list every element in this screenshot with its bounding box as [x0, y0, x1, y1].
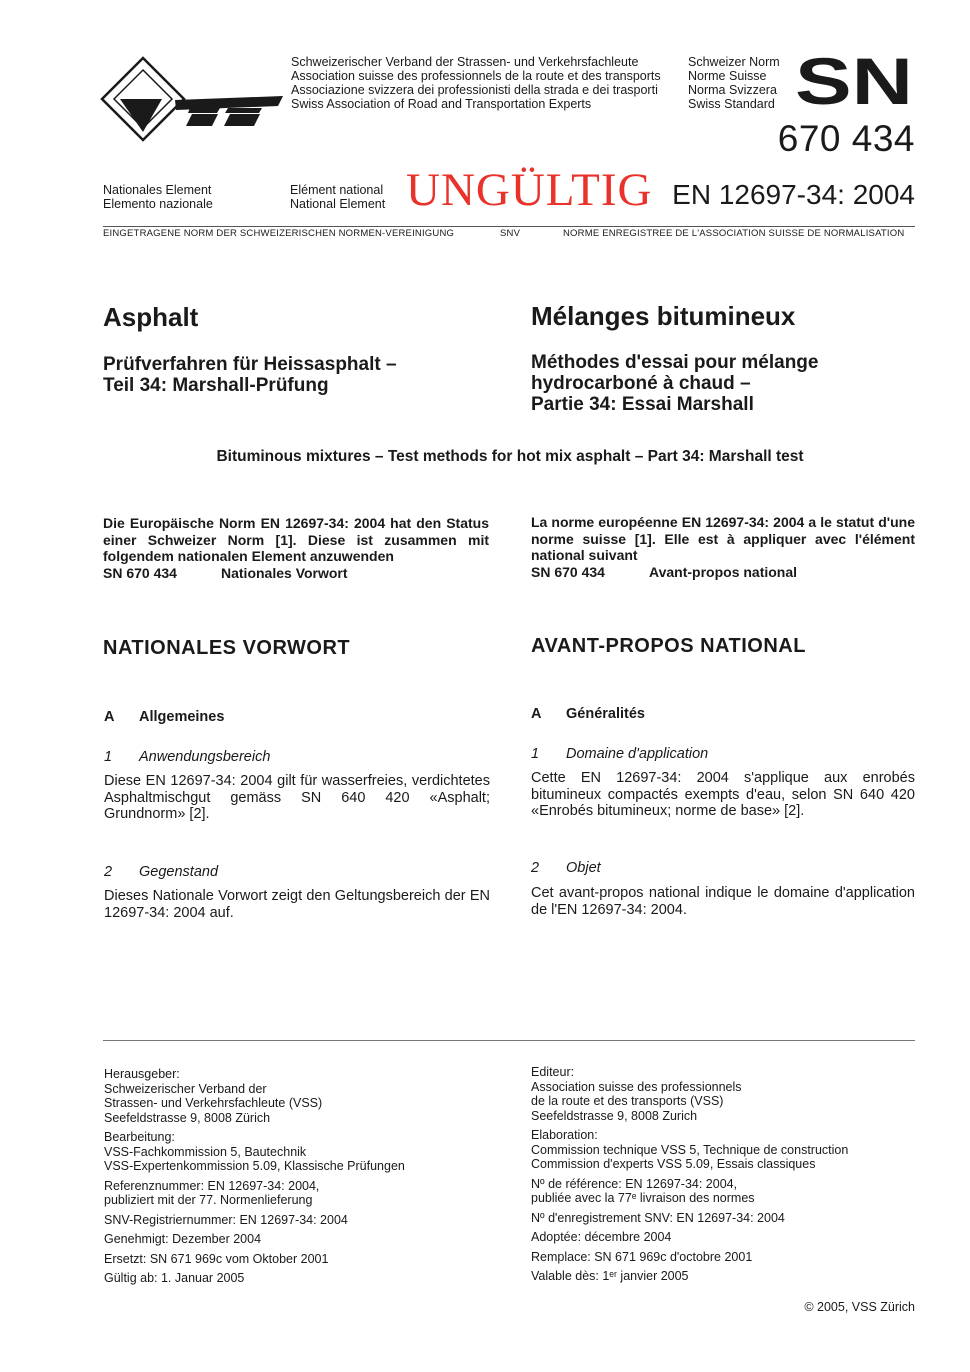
- subtitle-fr: [531, 352, 818, 415]
- subsection-letter: A: [104, 709, 115, 725]
- clause-title: Domaine d'application: [566, 746, 709, 762]
- national-element-left: [103, 183, 213, 211]
- editor-line: de la route et des transports (VSS): [531, 1094, 724, 1108]
- intro-de-text: Die Europäische Norm EN 12697-34: 2004 hat den Status einer Schweizer Norm [1]. Diese ist zusammen mit folgendem nationalen Element anzuwenden: [103, 515, 489, 564]
- reference-line: Nº de référence: EN 12697-34: 2004,: [531, 1176, 738, 1191]
- intro-fr-reference: [531, 564, 915, 581]
- subsection-a-de: [104, 709, 224, 725]
- sn-logo: [795, 52, 915, 110]
- subsection-letter: A: [531, 706, 542, 722]
- editor-line: Seefeldstrasse 9, 8008 Zürich: [104, 1110, 271, 1125]
- clause-title: Objet: [566, 860, 601, 876]
- subsection-title: Généralités: [566, 706, 645, 722]
- registration-fr: NORME ENREGISTREE DE L'ASSOCIATION SUISSE DE NORMALISATION: [563, 228, 905, 239]
- reference-line: publiziert mit der 77. Normenlieferung: [104, 1193, 313, 1207]
- clause-2-text-de: Dieses Nationale Vorwort zeigt den Geltungsbereich der EN 12697-34: 2004 auf.: [104, 888, 490, 921]
- approved-date: Adoptée: décembre 2004: [531, 1230, 672, 1244]
- replaces: Remplace: SN 671 969c d'octobre 2001: [531, 1249, 753, 1264]
- subtitle-de-line: Teil 34: Marshall-Prüfung: [103, 375, 329, 396]
- standard-type-en: Swiss Standard: [688, 97, 775, 111]
- valid-from: Valable dès: 1ᵉʳ janvier 2005: [531, 1269, 689, 1283]
- clause-2-heading-de: [104, 864, 218, 880]
- clause-1-text-fr: Cette EN 12697-34: 2004 s'applique aux enrobés bitumineux compactés exempts d'eau, selon SN 640 420 «Enrobés bitumineux; norme de base» [2].: [531, 770, 915, 819]
- element-de: Nationales Element: [103, 183, 212, 197]
- national-element-mid: [290, 183, 385, 211]
- clause-2-heading-fr: [531, 860, 601, 876]
- intro-fr: [531, 514, 915, 580]
- editor-line: Schweizerischer Verband der: [104, 1081, 267, 1096]
- intro-fr-ref-number: SN 670 434: [531, 563, 605, 580]
- processing-label: Bearbeitung:: [104, 1130, 175, 1144]
- en-code: EN 12697-34: 2004: [672, 179, 915, 210]
- clause-number: 2: [104, 864, 113, 880]
- intro-de-reference: [103, 565, 489, 582]
- association-it: Associazione svizzera dei professionisti della strada e dei trasporti: [291, 83, 658, 97]
- clause-number: 1: [531, 746, 540, 762]
- association-de: Schweizerischer Verband der Strassen- und Verkehrsfachleute: [291, 55, 639, 69]
- processing-line: Commission d'experts VSS 5.09, Essais classiques: [531, 1157, 816, 1171]
- intro-de-ref-label: Nationales Vorwort: [221, 564, 348, 581]
- replaces: Ersetzt: SN 671 969c vom Oktober 2001: [104, 1251, 329, 1266]
- editor-line: Association suisse des professionnels: [531, 1079, 742, 1094]
- title-de: Asphalt: [103, 302, 199, 332]
- subtitle-fr-line: Méthodes d'essai pour mélange: [531, 352, 819, 373]
- clause-1-heading-fr: [531, 746, 708, 762]
- intro-de-ref-number: SN 670 434: [103, 564, 177, 581]
- processing-line: VSS-Expertenkommission 5.09, Klassische Prüfungen: [104, 1159, 405, 1173]
- association-fr: Association suisse des professionnels de la route et des transports: [291, 69, 661, 83]
- clause-title: Gegenstand: [139, 864, 219, 880]
- section-heading-de: NATIONALES VORWORT: [103, 637, 351, 659]
- subsection-a-fr: [531, 706, 645, 722]
- element-it: Elemento nazionale: [103, 197, 213, 211]
- subtitle-fr-line: Partie 34: Essai Marshall: [531, 394, 754, 415]
- footer-de: [104, 1067, 494, 1286]
- subsection-title: Allgemeines: [139, 709, 225, 725]
- subtitle-fr-line: hydrocarboné à chaud –: [531, 373, 751, 394]
- sn-number: 670 434: [777, 118, 915, 159]
- element-fr: Elément national: [290, 183, 384, 197]
- editor-line: Seefeldstrasse 9, 8008 Zurich: [531, 1108, 698, 1123]
- intro-de: [103, 515, 489, 581]
- registration-number: Nº d'enregistrement SNV: EN 12697-34: 2004: [531, 1210, 785, 1225]
- approved-date: Genehmigt: Dezember 2004: [104, 1232, 262, 1246]
- standard-type-de: Schweizer Norm: [688, 55, 780, 69]
- association-en: Swiss Association of Road and Transportation Experts: [291, 97, 592, 111]
- footer-fr: [531, 1065, 921, 1284]
- reference-line: Referenznummer: EN 12697-34: 2004,: [104, 1178, 320, 1193]
- subtitle-de-line: Prüfverfahren für Heissasphalt –: [103, 354, 397, 375]
- editor-line: Strassen- und Verkehrsfachleute (VSS): [104, 1096, 323, 1110]
- title-en: Bituminous mixtures – Test methods for hot mix asphalt – Part 34: Marshall test: [216, 448, 804, 465]
- element-en: National Element: [290, 197, 386, 211]
- intro-fr-ref-label: Avant-propos national: [649, 563, 798, 580]
- registration-snv: SNV: [500, 228, 521, 239]
- processing-label: Elaboration:: [531, 1128, 598, 1142]
- title-fr: Mélanges bitumineux: [531, 301, 796, 331]
- registration-de: EINGETRAGENE NORM DER SCHWEIZERISCHEN NORMEN-VEREINIGUNG: [103, 228, 455, 239]
- clause-number: 2: [531, 860, 540, 876]
- footer-divider: [103, 1040, 915, 1041]
- valid-from: Gültig ab: 1. Januar 2005: [104, 1271, 245, 1285]
- clause-1-heading-de: [104, 749, 270, 765]
- invalid-stamp: UNGÜLTIG: [406, 164, 653, 216]
- clause-1-text-de: Diese EN 12697-34: 2004 gilt für wasserfreies, verdichtetes Asphaltmischgut gemäss SN 640 420 «Asphalt; Grundnorm» [2].: [104, 773, 490, 822]
- processing-line: Commission technique VSS 5, Technique de construction: [531, 1142, 849, 1157]
- clause-title: Anwendungsbereich: [139, 749, 271, 765]
- subtitle-de: [103, 354, 397, 396]
- sn-mark: SN: [795, 52, 913, 110]
- editor-label: Herausgeber:: [104, 1067, 180, 1081]
- header-divider: [103, 226, 915, 227]
- processing-line: VSS-Fachkommission 5, Bautechnik: [104, 1144, 307, 1159]
- association-names: [291, 55, 661, 111]
- editor-label: Editeur:: [531, 1065, 575, 1079]
- vss-logo: [100, 56, 285, 142]
- standard-type-it: Norma Svizzera: [688, 83, 777, 97]
- section-heading-fr: AVANT-PROPOS NATIONAL: [531, 635, 806, 657]
- clause-number: 1: [104, 749, 113, 765]
- clause-2-text-fr: Cet avant-propos national indique le domaine d'application de l'EN 12697-34: 2004.: [531, 885, 915, 918]
- standard-type-fr: Norme Suisse: [688, 69, 767, 83]
- intro-fr-text: La norme européenne EN 12697-34: 2004 a le statut d'une norme suisse [1]. Elle est à appliquer avec l'élément national suivant: [531, 514, 915, 563]
- reference-line: publiée avec la 77ᵉ livraison des normes: [531, 1191, 755, 1205]
- copyright: © 2005, VSS Zürich: [804, 1300, 915, 1314]
- registration-number: SNV-Registriernummer: EN 12697-34: 2004: [104, 1212, 348, 1227]
- standard-type-lines: [688, 55, 780, 111]
